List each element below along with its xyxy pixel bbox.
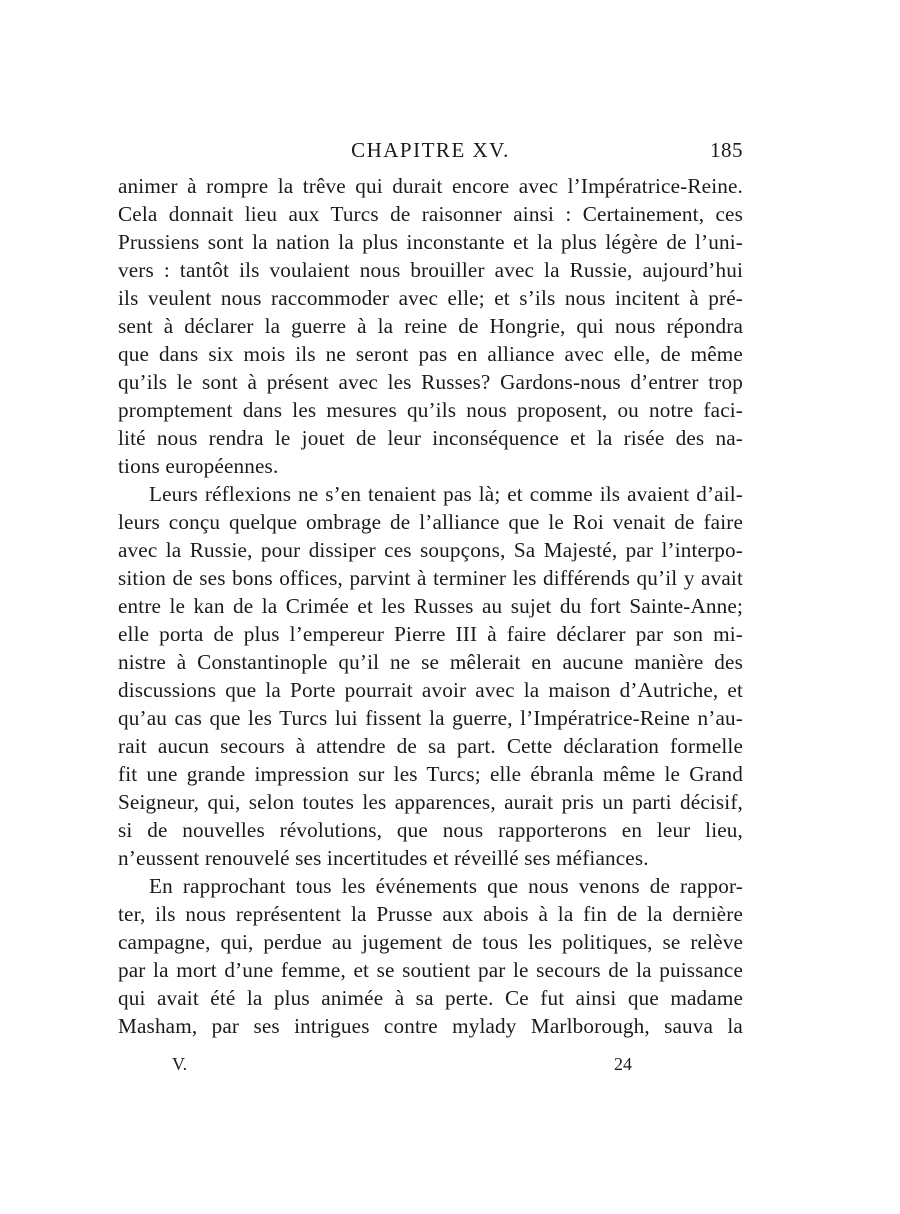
text-line: leurs conçu quelque ombrage de l’alliance que le Roi venait de faire: [118, 510, 743, 534]
text-line: lité nous rendra le jouet de leur inconséquence et la risée des na-: [118, 426, 743, 450]
paragraph: [118, 172, 743, 480]
body-text: [118, 172, 743, 1040]
text-line: En rapprochant tous les événements que nous venons de rappor-: [149, 874, 743, 898]
page-number: 185: [710, 138, 743, 162]
text-line: animer à rompre la trêve qui durait encore avec l’Impératrice-Reine.: [118, 174, 743, 198]
paragraph: [118, 480, 743, 872]
chapter-title: CHAPITRE XV.: [351, 138, 510, 162]
text-line: Prussiens sont la nation la plus inconstante et la plus légère de l’uni-: [118, 230, 743, 254]
text-line: qui avait été la plus animée à sa perte. Ce fut ainsi que madame: [118, 986, 743, 1010]
page-content: [118, 138, 743, 1040]
text-line: si de nouvelles révolutions, que nous rapporterons en leur lieu,: [118, 818, 743, 842]
text-line: sition de ses bons offices, parvint à terminer les différends qu’il y avait: [118, 566, 743, 590]
text-line: ter, ils nous représentent la Prusse aux abois à la fin de la dernière: [118, 902, 743, 926]
text-line: discussions que la Porte pourrait avoir avec la maison d’Autriche, et: [118, 678, 743, 702]
text-line: avec la Russie, pour dissiper ces soupçons, Sa Majesté, par l’interpo-: [118, 538, 743, 562]
text-line: n’eussent renouvelé ses incertitudes et réveillé ses méfiances.: [118, 846, 649, 870]
text-line: elle porta de plus l’empereur Pierre III à faire déclarer par son mi-: [118, 622, 743, 646]
volume-signature: V.: [172, 1054, 188, 1074]
text-line: qu’ils le sont à présent avec les Russes? Gardons-nous d’entrer trop: [118, 370, 743, 394]
text-line: qu’au cas que les Turcs lui fissent la guerre, l’Impératrice-Reine n’au-: [118, 706, 743, 730]
text-line: tions européennes.: [118, 454, 279, 478]
text-line: que dans six mois ils ne seront pas en alliance avec elle, de même: [118, 342, 743, 366]
page-footer: [172, 1054, 632, 1078]
text-line: campagne, qui, perdue au jugement de tous les politiques, se relève: [118, 930, 743, 954]
text-line: nistre à Constantinople qu’il ne se mêlerait en aucune manière des: [118, 650, 743, 674]
text-line: par la mort d’une femme, et se soutient par le secours de la puissance: [118, 958, 743, 982]
text-line: Leurs réflexions ne s’en tenaient pas là; et comme ils avaient d’ail-: [149, 482, 743, 506]
text-line: Cela donnait lieu aux Turcs de raisonner ainsi : Certainement, ces: [118, 202, 743, 226]
text-line: rait aucun secours à attendre de sa part. Cette déclaration formelle: [118, 734, 743, 758]
paragraph: [118, 872, 743, 1040]
gathering-number: 24: [614, 1054, 632, 1074]
text-line: entre le kan de la Crimée et les Russes au sujet du fort Sainte-Anne;: [118, 594, 743, 618]
text-line: sent à déclarer la guerre à la reine de Hongrie, qui nous répondra: [118, 314, 743, 338]
text-line: promptement dans les mesures qu’ils nous proposent, ou notre faci-: [118, 398, 743, 422]
text-line: fit une grande impression sur les Turcs; elle ébranla même le Grand: [118, 762, 743, 786]
text-line: ils veulent nous raccommoder avec elle; et s’ils nous incitent à pré-: [118, 286, 743, 310]
running-head: [118, 138, 743, 172]
text-line: vers : tantôt ils voulaient nous brouiller avec la Russie, aujourd’hui: [118, 258, 743, 282]
text-line: Seigneur, qui, selon toutes les apparences, aurait pris un parti décisif,: [118, 790, 743, 814]
text-line: Masham, par ses intrigues contre mylady Marlborough, sauva la: [118, 1014, 743, 1038]
